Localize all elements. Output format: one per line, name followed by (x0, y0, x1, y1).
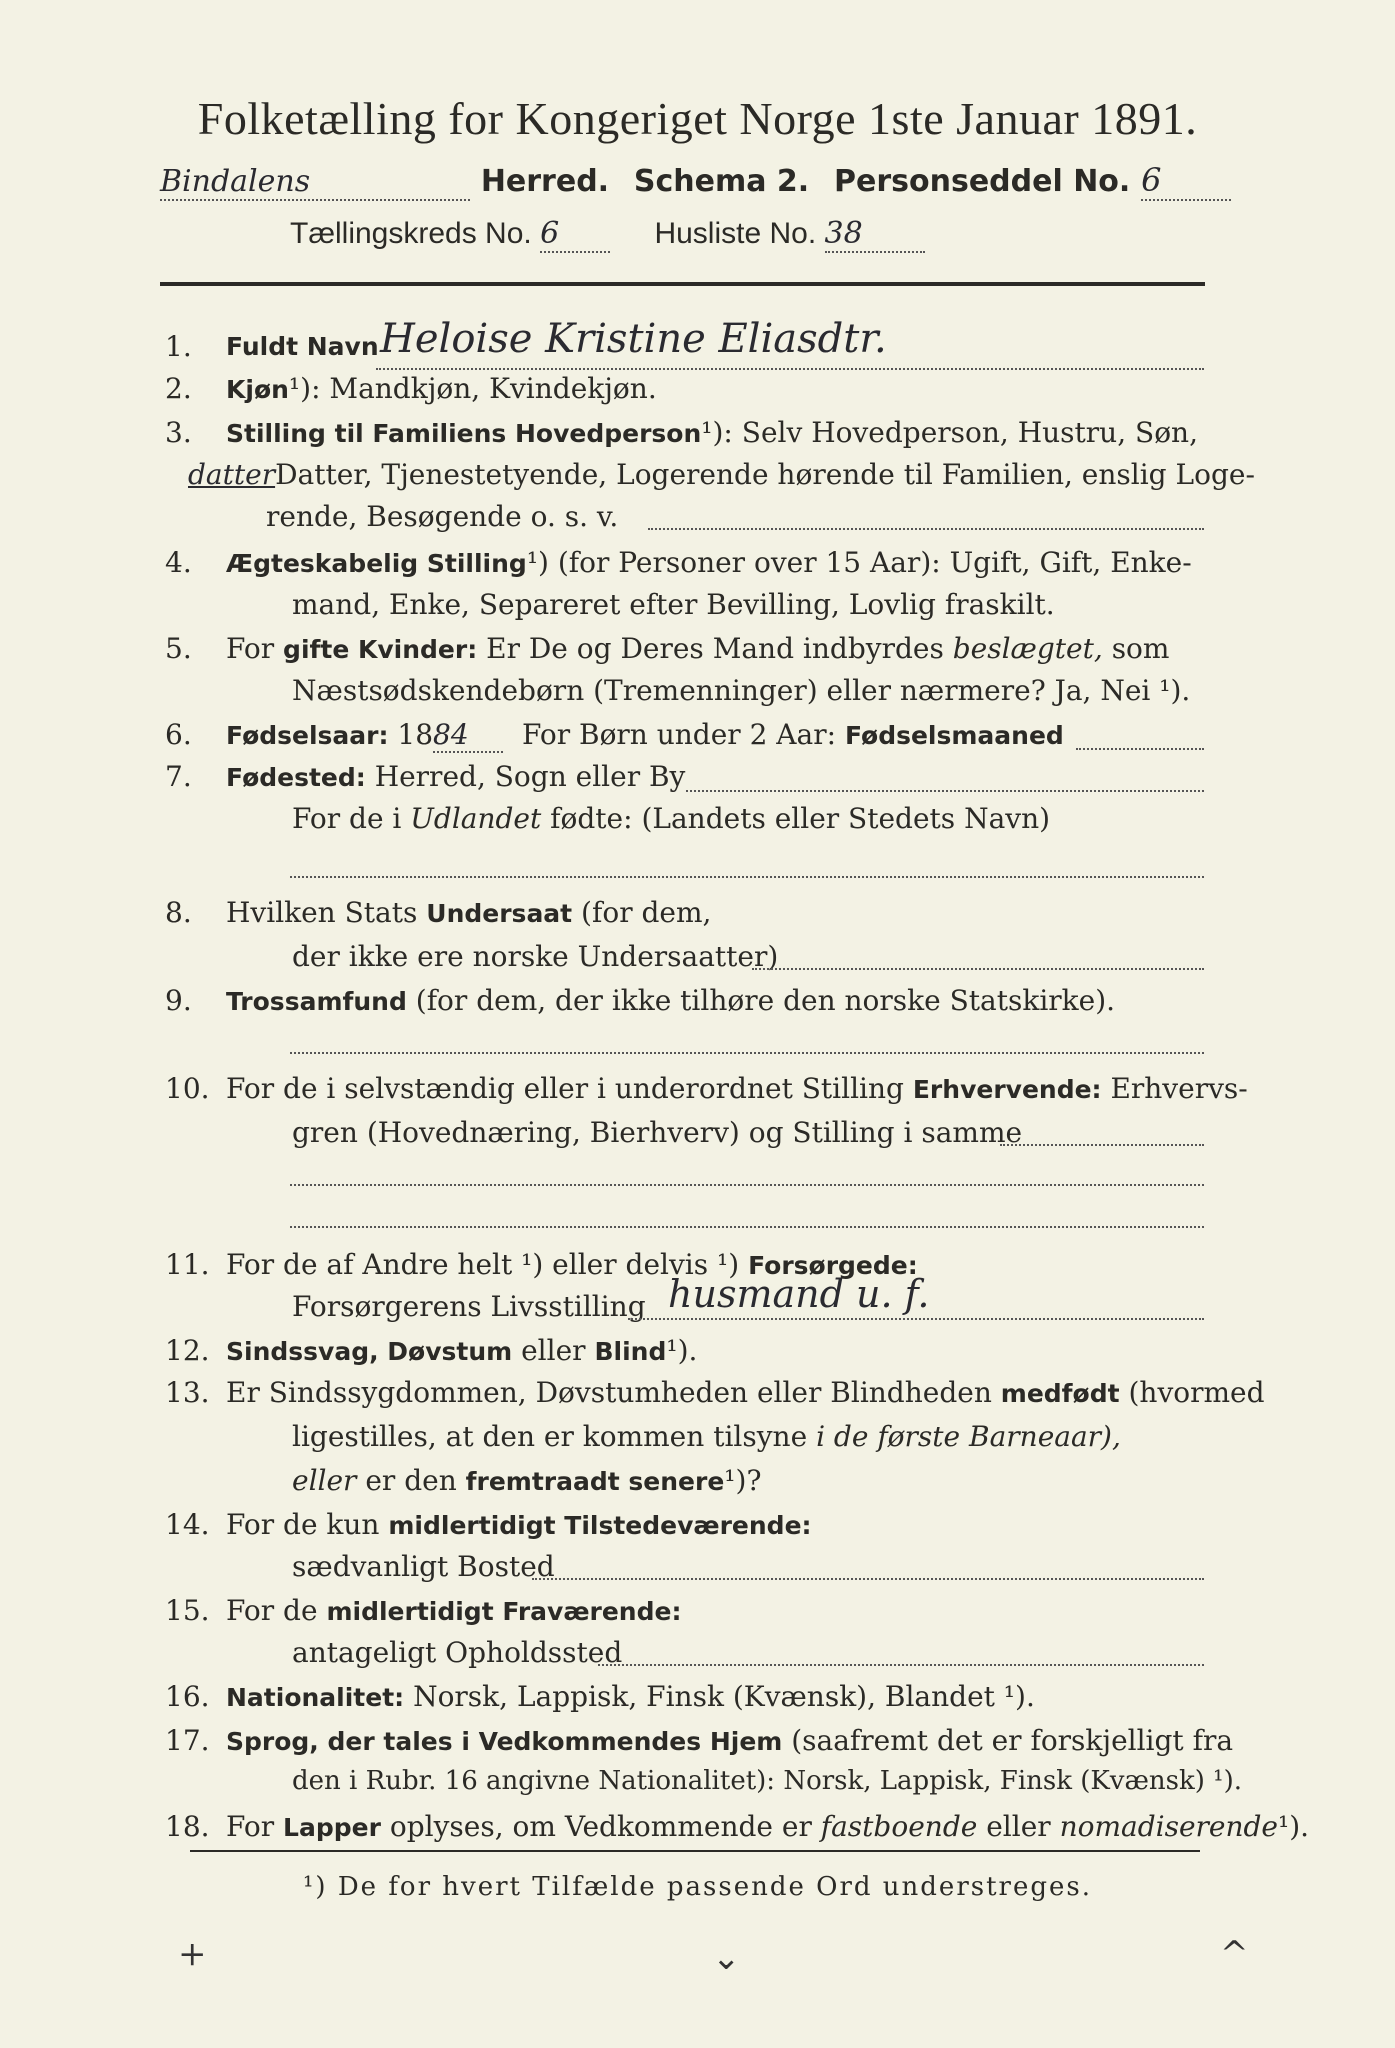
q1-label: Fuldt Navn (226, 332, 379, 361)
q5-text1c: som (1111, 632, 1170, 665)
q4-line2: mand, Enke, Separeret efter Bevilling, Lovlig fraskilt. (292, 588, 1055, 621)
q7-line2 (292, 802, 1050, 835)
q6-label: Fødselsaar: (226, 721, 389, 750)
q14-line1 (226, 1508, 812, 1541)
q12-mid: eller (521, 1334, 586, 1367)
q3-line1 (226, 416, 1198, 449)
q4-text1: ¹) (for Personer over 15 Aar): Ugift, Gift, Enke- (526, 546, 1192, 579)
q3-line3: rende, Besøgende o. s. v. (266, 500, 619, 533)
herred-value: Bindalens (160, 164, 470, 201)
q7-text2b: Udlandet (410, 802, 542, 835)
q5-text1b: beslægtet, (952, 632, 1103, 665)
q3-text2: Datter, Tjenestetyende, Logerende hørende til Familien, enslig Loge- (275, 458, 1255, 491)
q13-text2a: ligestilles, at den er kommen tilsyne (292, 1420, 808, 1453)
q4-line1 (226, 546, 1192, 579)
q5-line1 (226, 632, 1169, 665)
q18-text1e: ¹). (1278, 1810, 1310, 1843)
q7-fill-line2 (290, 876, 1204, 878)
q5-label: gifte Kvinder: (283, 635, 478, 664)
q9-fill-line (290, 1052, 1204, 1054)
q16-label: Nationalitet: (226, 1683, 405, 1712)
taellingskreds-label: Tællingskreds No. (290, 217, 532, 250)
q16-number: 16. (165, 1680, 210, 1713)
q10-line1 (226, 1072, 1248, 1105)
q15-number: 15. (165, 1594, 210, 1627)
taellingskreds-value: 6 (540, 216, 610, 253)
q11-label: Forsørgede: (748, 1251, 918, 1280)
q11-fill-line (628, 1318, 1204, 1320)
q8-fill-line (752, 968, 1204, 970)
q14-pre: For de kun (226, 1508, 380, 1541)
q13-text2b: i de første Barneaar), (816, 1420, 1121, 1453)
q14-line2: sædvanligt Bosted (292, 1550, 555, 1583)
q3-label: Stilling til Familiens Hovedperson (226, 419, 702, 448)
q7-text: Herred, Sogn eller By (374, 760, 686, 793)
q18-pre: For (226, 1810, 275, 1843)
q2-line (226, 372, 657, 405)
q11-number: 11. (165, 1248, 210, 1281)
q5-pre: For (226, 632, 275, 665)
q9-line (226, 984, 1115, 1017)
q14-fill-line (532, 1578, 1204, 1580)
q6-prefix: 18 (397, 718, 434, 751)
q12-label: Sindssvag, Døvstum (226, 1337, 513, 1366)
q3-handwritten: datter (188, 458, 276, 491)
q13-text1b: (hvormed (1128, 1376, 1265, 1409)
q10-fill-line2 (290, 1184, 1204, 1186)
q8-line2: der ikke ere norske Undersaatter) (292, 940, 779, 973)
q16-text: Norsk, Lappisk, Finsk (Kvænsk), Blandet ¹). (413, 1680, 1035, 1713)
q13-label3: fremtraadt senere (465, 1467, 725, 1496)
taellingskreds-line (290, 216, 925, 253)
q12-suffix: ¹). (666, 1334, 698, 1367)
q17-text1: (saafremt det er forskjelligt fra (791, 1724, 1234, 1757)
q8-text1b: (for dem, (581, 896, 712, 929)
q6-number: 6. (165, 718, 192, 751)
personseddel-label: Personseddel No. (834, 164, 1131, 199)
q14-label: midlertidigt Tilstedeværende: (388, 1511, 812, 1540)
q2-text: ¹): Mandkjøn, Kvindekjøn. (288, 372, 657, 405)
q1-fill-line (376, 368, 1204, 370)
q6-line (226, 718, 1064, 753)
q9-label: Trossamfund (226, 987, 407, 1016)
registration-mark-center: ⌄ (712, 1938, 741, 1978)
q3-line2 (188, 458, 1255, 491)
q17-line2: den i Rubr. 16 angivne Nationalitet): Norsk, Lappisk, Finsk (Kvænsk) ¹). (292, 1766, 1243, 1796)
q17-line1 (226, 1724, 1233, 1757)
q11-provider-value: husmand u. f. (668, 1272, 930, 1316)
q13-line3 (292, 1464, 761, 1497)
q7-text2a: For de i (292, 802, 402, 835)
registration-mark-left: + (178, 1934, 207, 1974)
q5-line2: Næstsødskendebørn (Tremenninger) eller nærmere? Ja, Nei ¹). (292, 674, 1191, 707)
q15-line2: antageligt Opholdssted (292, 1636, 623, 1669)
q14-number: 14. (165, 1508, 210, 1541)
q13-number: 13. (165, 1376, 210, 1409)
q6-year-value: 84 (433, 718, 503, 753)
q9-text: (for dem, der ikke tilhøre den norske Statskirke). (415, 984, 1116, 1017)
q7-text2c: fødte: (Landets eller Stedets Navn) (550, 802, 1051, 835)
q15-label: midlertidigt Fraværende: (326, 1597, 682, 1626)
q12-line (226, 1334, 697, 1367)
page-title: Folketælling for Kongeriget Norge 1ste Januar 1891. (197, 93, 1198, 144)
q12-label2: Blind (594, 1337, 667, 1366)
husliste-label: Husliste No. (654, 217, 817, 250)
q15-line1 (226, 1594, 681, 1627)
husliste-value: 38 (825, 216, 925, 253)
q18-label: Lapper (283, 1813, 381, 1842)
q15-fill-line (598, 1664, 1204, 1666)
q13-line1 (226, 1376, 1265, 1409)
q18-text1b: fastboende (820, 1810, 978, 1843)
q10-text1a: For de i selvstændig eller i underordnet Stilling (226, 1072, 904, 1105)
q18-text1c: eller (986, 1810, 1051, 1843)
q6-label2: Fødselsmaaned (844, 721, 1064, 750)
q18-number: 18. (165, 1810, 210, 1843)
q8-label: Undersaat (426, 899, 573, 928)
q18-text1d: nomadiserende (1059, 1810, 1278, 1843)
q6-fill-line (1076, 748, 1204, 750)
herred-line (160, 160, 1231, 201)
q2-number: 2. (165, 372, 192, 405)
header-rule (160, 282, 1205, 286)
q17-number: 17. (165, 1724, 210, 1757)
q10-number: 10. (165, 1072, 210, 1105)
q13-text3b: er den (365, 1464, 457, 1497)
q10-line2: gren (Hovednæring, Bierhverv) og Stilling i samme (292, 1116, 1023, 1149)
q11-text1: For de af Andre helt ¹) eller delvis ¹) (226, 1248, 740, 1281)
q8-number: 8. (165, 896, 192, 929)
q18-text1a: oplyses, om Vedkommende er (389, 1810, 812, 1843)
q5-number: 5. (165, 632, 192, 665)
q13-label: medfødt (1000, 1379, 1120, 1408)
q3-number: 3. (165, 416, 192, 449)
q8-text1a: Hvilken Stats (226, 896, 418, 929)
footer-rule (190, 1850, 1200, 1852)
q17-label: Sprog, der tales i Vedkommendes Hjem (226, 1727, 783, 1756)
q18-line (226, 1810, 1309, 1843)
registration-mark-right: ^ (1220, 1934, 1249, 1974)
q13-text1a: Er Sindssygdommen, Døvstumheden eller Blindheden (226, 1376, 992, 1409)
q5-text1a: Er De og Deres Mand indbyrdes (486, 632, 944, 665)
q1-number: 1. (165, 330, 192, 363)
q10-text1b: Erhvervs- (1110, 1072, 1248, 1105)
q4-label: Ægteskabelig Stilling (226, 549, 527, 578)
q10-label: Erhvervende: (912, 1075, 1102, 1104)
q9-number: 9. (165, 984, 192, 1017)
q2-label: Kjøn (226, 375, 289, 404)
q1-name-value: Heloise Kristine Eliasdtr. (380, 316, 887, 362)
q7-number: 7. (165, 760, 192, 793)
q16-line (226, 1680, 1035, 1713)
q13-text3a: eller (292, 1464, 357, 1497)
herred-label: Herred. (480, 164, 610, 199)
q10-fill-line (1000, 1144, 1204, 1146)
q12-number: 12. (165, 1334, 210, 1367)
q15-pre: For de (226, 1594, 318, 1627)
q8-line1 (226, 896, 711, 929)
q4-number: 4. (165, 546, 192, 579)
q7-line1 (226, 760, 685, 793)
q6-mid: For Børn under 2 Aar: (521, 718, 837, 751)
q13-line2 (292, 1420, 1121, 1453)
personseddel-value: 6 (1141, 161, 1231, 201)
q3-fill-line (648, 528, 1204, 530)
q13-text3c: ¹)? (724, 1464, 762, 1497)
footnote: ¹) De for hvert Tilfælde passende Ord understreges. (302, 1872, 1092, 1902)
q10-fill-line3 (290, 1226, 1204, 1228)
q7-fill-line (686, 790, 1204, 792)
q3-text1: ¹): Selv Hovedperson, Hustru, Søn, (701, 416, 1198, 449)
schema-label: Schema 2. (633, 164, 810, 199)
q7-label: Fødested: (226, 763, 366, 792)
q11-line2: Forsørgerens Livsstilling (292, 1290, 646, 1323)
